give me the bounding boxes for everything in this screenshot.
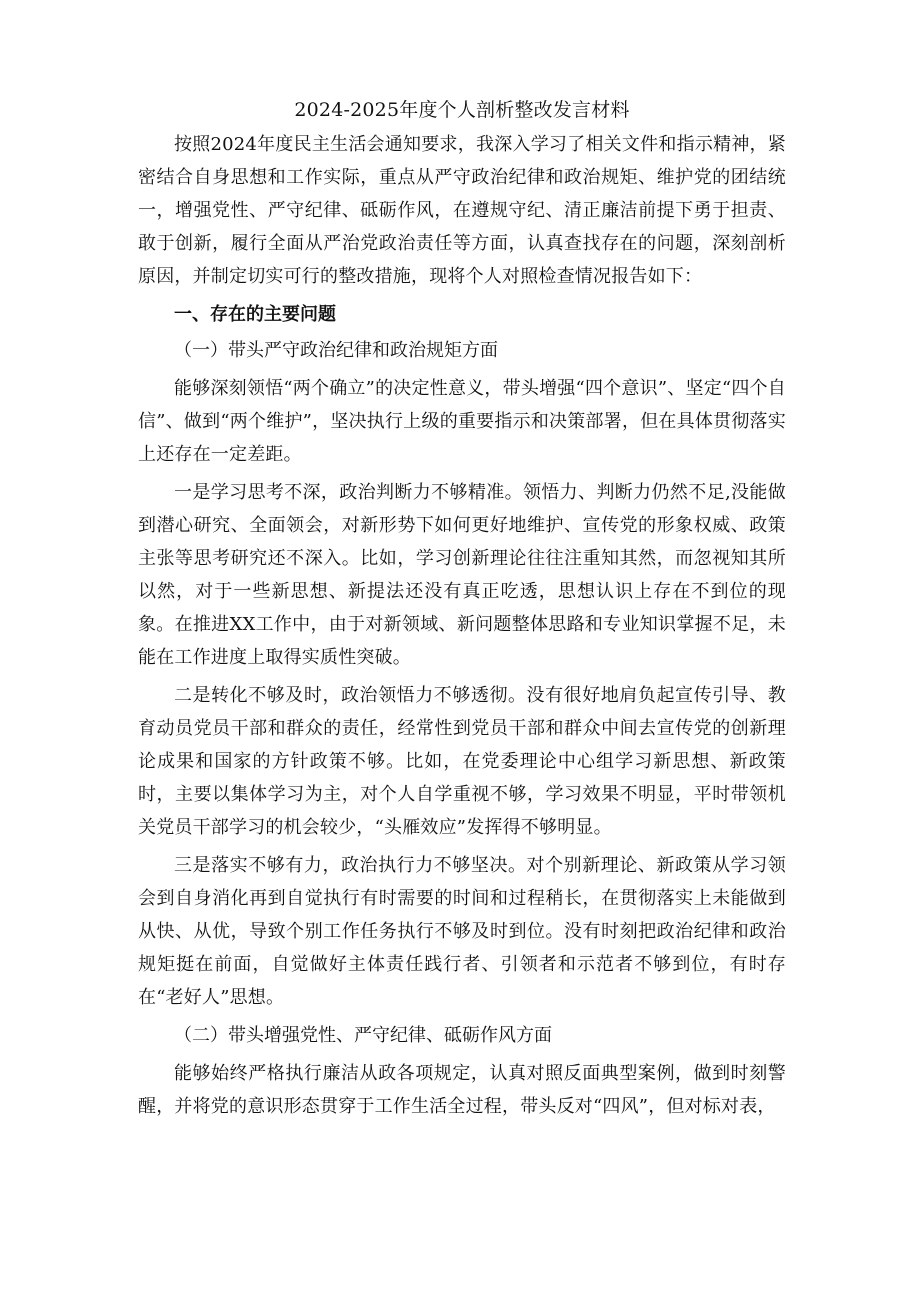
document-title: 2024-2025年度个人剖析整改发言材料	[294, 99, 630, 121]
point-3-paragraph: 三是落实不够有力，政治执行力不够坚决。对个别新理论、新政策从学习领会到自身消化再到自觉执行有时需要的时间和过程稍长，在贯彻落实上未能做到从快、从优，导致个别工作任务执行不够及时到位。没有时刻把政治纪律和政治规矩挺在前面，自觉做好主体责任践行者、引领者和示范者不够到位，有时存在“老好人”思想。	[138, 855, 786, 1008]
subsection-1-heading: （一）带头严守政治纪律和政治规矩方面	[174, 340, 498, 361]
subsection-2-heading: （二）带头增强党性、严守纪律、砥砺作风方面	[174, 1025, 552, 1046]
intro-paragraph: 按照2024年度民主生活会通知要求，我深入学习了相关文件和指示精神，紧密结合自身思想和工作实际，重点从严守政治纪律和政治规矩、维护党的团结统一，增强党性、严守纪律、砥砺作风，在遵规守纪、清正廉洁前提下勇于担责、敢于创新，履行全面从严治党政治责任等方面，认真查找存在的问题，深刻剖析原因，并制定切实可行的整改措施，现将个人对照检查情况报告如下：	[138, 134, 786, 287]
subsection-1-intro: 能够深刻领悟“两个确立”的决定性意义，带头增强“四个意识”、坚定“四个自信”、做到“两个维护”，坚决执行上级的重要指示和决策部署，但在具体贯彻落实上还存在一定差距。	[138, 378, 786, 465]
point-2-paragraph: 二是转化不够及时，政治领悟力不够透彻。没有很好地肩负起宣传引导、教育动员党员干部和群众的责任，经常性到党员干部和群众中间去宣传党的创新理论成果和国家的方针政策不够。比如，在党委理论中心组学习新思想、新政策时，主要以集体学习为主，对个人自学重视不够，学习效果不明显，平时带领机关党员干部学习的机会较少，“头雁效应”发挥得不够明显。	[138, 685, 786, 838]
document-page	[138, 96, 786, 1128]
section-1-heading: 一、存在的主要问题	[174, 304, 336, 325]
point-1-paragraph: 一是学习思考不深，政治判断力不够精准。领悟力、判断力仍然不足,没能做到潜心研究、全面领会，对新形势下如何更好地维护、宣传党的形象权威、政策主张等思考研究还不深入。比如，学习创新理论往往注重知其然，而忽视知其所以然，对于一些新思想、新提法还没有真正吃透，思想认识上存在不到位的现象。在推进XX工作中，由于对新领域、新问题整体思路和专业知识掌握不足，未能在工作进度上取得实质性突破。	[138, 482, 786, 668]
subsection-2-intro: 能够始终严格执行廉洁从政各项规定，认真对照反面典型案例，做到时刻警醒，并将党的意识形态贯穿于工作生活全过程，带头反对“四风”，但对标对表，	[138, 1063, 786, 1117]
